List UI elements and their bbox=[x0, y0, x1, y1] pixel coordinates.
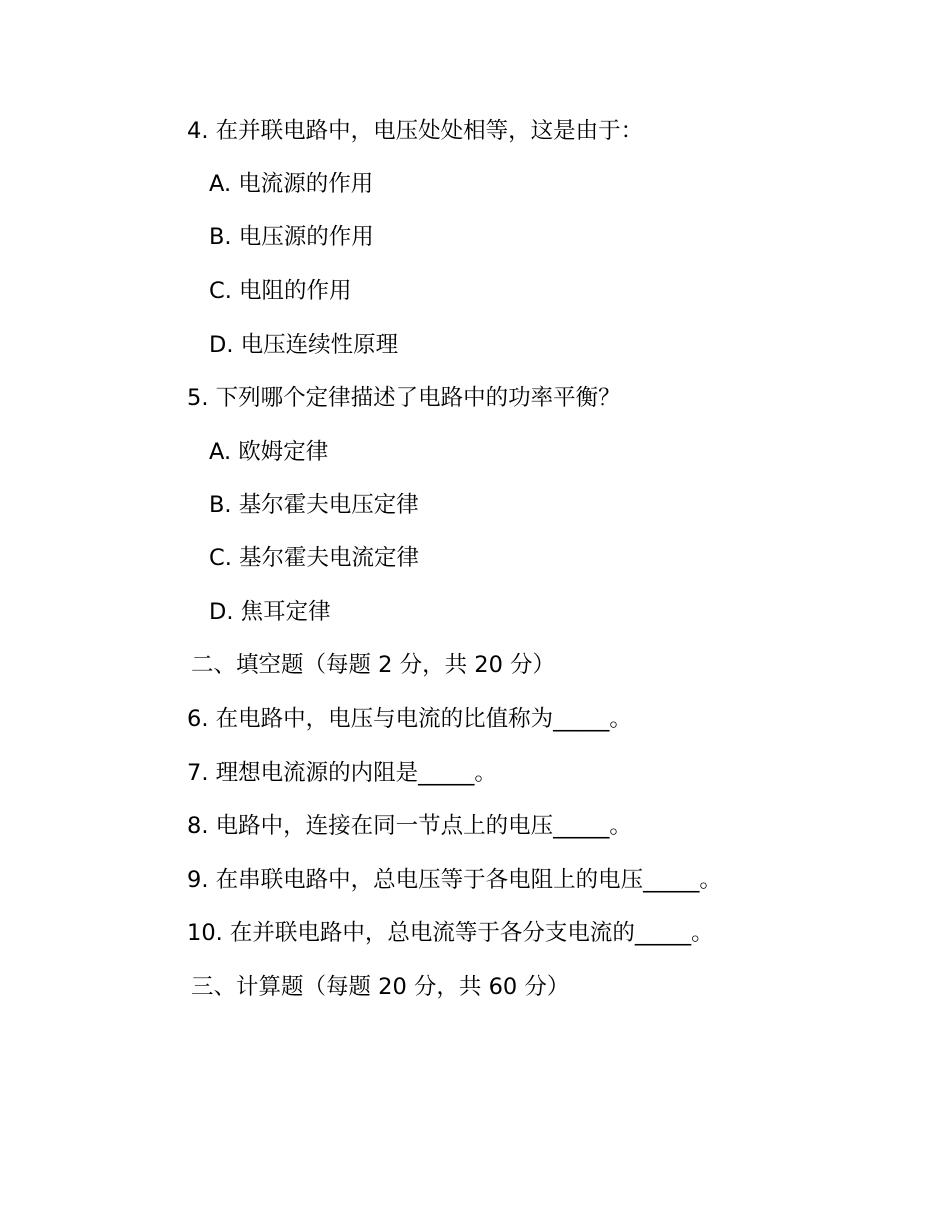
question-5-option-d: D. 焦耳定律 bbox=[209, 599, 331, 625]
question-10: 10. 在并联电路中，总电流等于各分支电流的_____。 bbox=[187, 920, 714, 946]
question-4-option-d: D. 电压连续性原理 bbox=[209, 332, 399, 358]
question-6: 6. 在电路中，电压与电流的比值称为_____。 bbox=[187, 706, 632, 732]
question-5-option-c: C. 基尔霍夫电流定律 bbox=[209, 545, 420, 571]
question-5: 5. 下列哪个定律描述了电路中的功率平衡？ bbox=[187, 385, 621, 411]
question-9: 9. 在串联电路中，总电压等于各电阻上的电压_____。 bbox=[187, 867, 722, 893]
question-4: 4. 在并联电路中，电压处处相等，这是由于： bbox=[187, 118, 644, 144]
question-4-option-c: C. 电阻的作用 bbox=[209, 278, 352, 304]
question-8: 8. 电路中，连接在同一节点上的电压_____。 bbox=[187, 813, 632, 839]
question-5-option-b: B. 基尔霍夫电压定律 bbox=[209, 492, 419, 518]
question-7: 7. 理想电流源的内阻是_____。 bbox=[187, 760, 497, 786]
section-heading-fill-in: 二、填空题（每题 2 分，共 20 分） bbox=[191, 652, 556, 678]
section-heading-calculation: 三、计算题（每题 20 分，共 60 分） bbox=[191, 974, 570, 1000]
question-4-option-b: B. 电压源的作用 bbox=[209, 224, 374, 250]
question-4-option-a: A. 电流源的作用 bbox=[209, 171, 374, 197]
question-5-option-a: A. 欧姆定律 bbox=[209, 439, 329, 465]
